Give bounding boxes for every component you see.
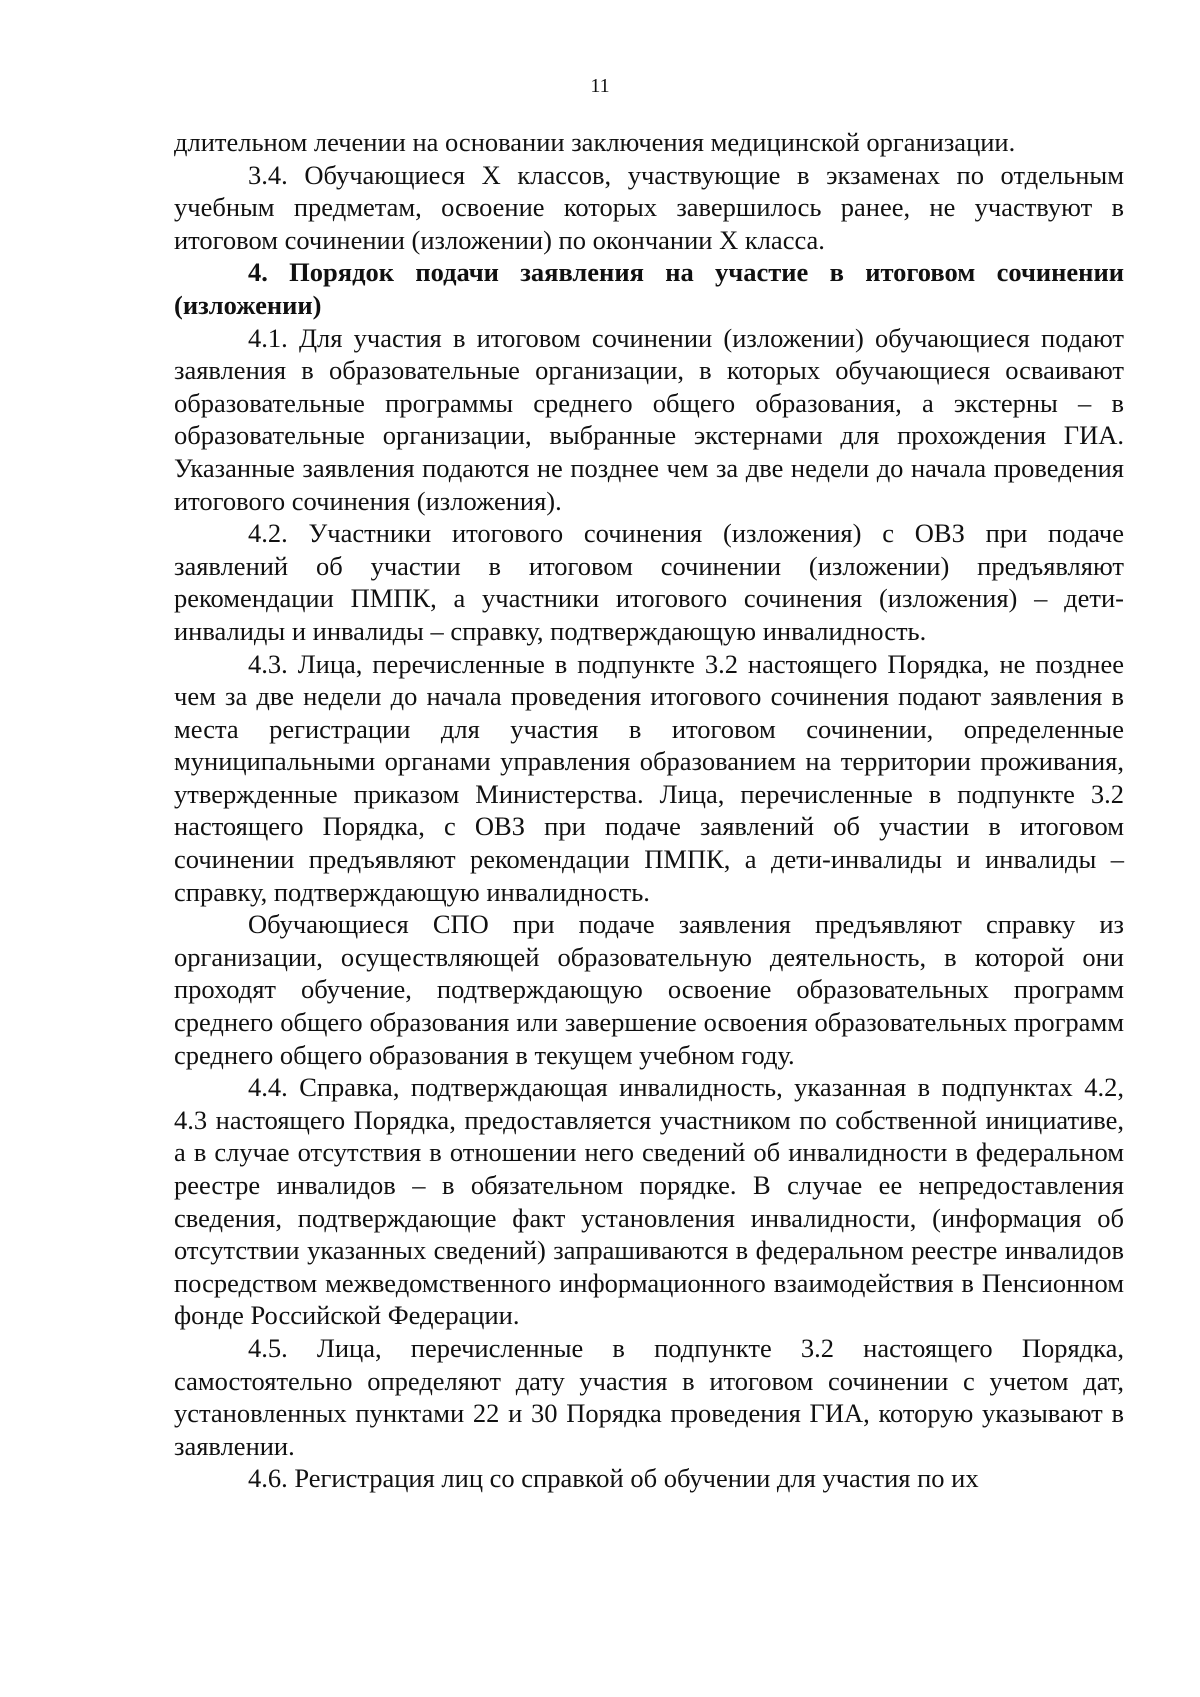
paragraph-4-5: 4.5. Лица, перечисленные в подпункте 3.2 настоящего Порядка, самостоятельно определяют дату участия в итоговом сочинении с учетом дат, установленных пунктами 22 и 30 Порядка проведения ГИА, которую указывают в заявлении.	[174, 1332, 1124, 1461]
paragraph-4-1: 4.1. Для участия в итоговом сочинении (изложении) обучающиеся подают заявления в образовательные организации, в которых обучающиеся осваивают образовательные программы среднего общего образования, а экстерны – в образовательные организации, выбранные экстернами для прохождения ГИА. Указанные заявления подаются не позднее чем за две недели до начала проведения итогового сочинения (изложения).	[174, 322, 1124, 516]
page-number: 11	[590, 75, 610, 97]
paragraph-3-4: 3.4. Обучающиеся X классов, участвующие в экзаменах по отдельным учебным предметам, освоение которых завершилось ранее, не участвуют в итоговом сочинении (изложении) по окончании X класса.	[174, 159, 1124, 255]
paragraph-4-4: 4.4. Справка, подтверждающая инвалидность, указанная в подпунктах 4.2, 4.3 настоящего Порядка, предоставляется участником по собственной инициативе, а в случае отсутствия в отношении него сведений об инвалидности в федеральном реестре инвалидов – в обязательном порядке. В случае ее непредоставления сведения, подтверждающие факт установления инвалидности, (информация об отсутствии указанных сведений) запрашиваются в федеральном реестре инвалидов посредством межведомственного информационного взаимодействия в Пенсионном фонде Российской Федерации.	[174, 1072, 1124, 1331]
paragraph-4-6: 4.6. Регистрация лиц со справкой об обучении для участия по их	[248, 1463, 979, 1494]
section-heading-4: 4. Порядок подачи заявления на участие в итоговом сочинении (изложении)	[174, 257, 1124, 320]
document-body	[174, 126, 1124, 1495]
paragraph-4-3: 4.3. Лица, перечисленные в подпункте 3.2 настоящего Порядка, не позднее чем за две недели до начала проведения итогового сочинения подают заявления в места регистрации для участия в итоговом сочинении, определенные муниципальными органами управления образованием на территории проживания, утвержденные приказом Министерства. Лица, перечисленные в подпункте 3.2 настоящего Порядка, с ОВЗ при подаче заявлений об участии в итоговом сочинении предъявляют рекомендации ПМПК, а дети-инвалиды и инвалиды – справку, подтверждающую инвалидность.	[174, 648, 1124, 907]
paragraph-4-2: 4.2. Участники итогового сочинения (изложения) с ОВЗ при подаче заявлений об участии в итоговом сочинении (изложении) предъявляют рекомендации ПМПК, а участники итогового сочинения (изложения) – дети-инвалиды и инвалиды – справку, подтверждающую инвалидность.	[174, 518, 1124, 646]
paragraph-continuation: длительном лечении на основании заключения медицинской организации.	[174, 127, 1016, 157]
paragraph-spo: Обучающиеся СПО при подаче заявления предъявляют справку из организации, осуществляющей образовательную деятельность, в которой они проходят обучение, подтверждающую освоение образовательных программ среднего общего образования или завершение освоения образовательных программ среднего общего образования в текущем учебном году.	[174, 909, 1124, 1070]
